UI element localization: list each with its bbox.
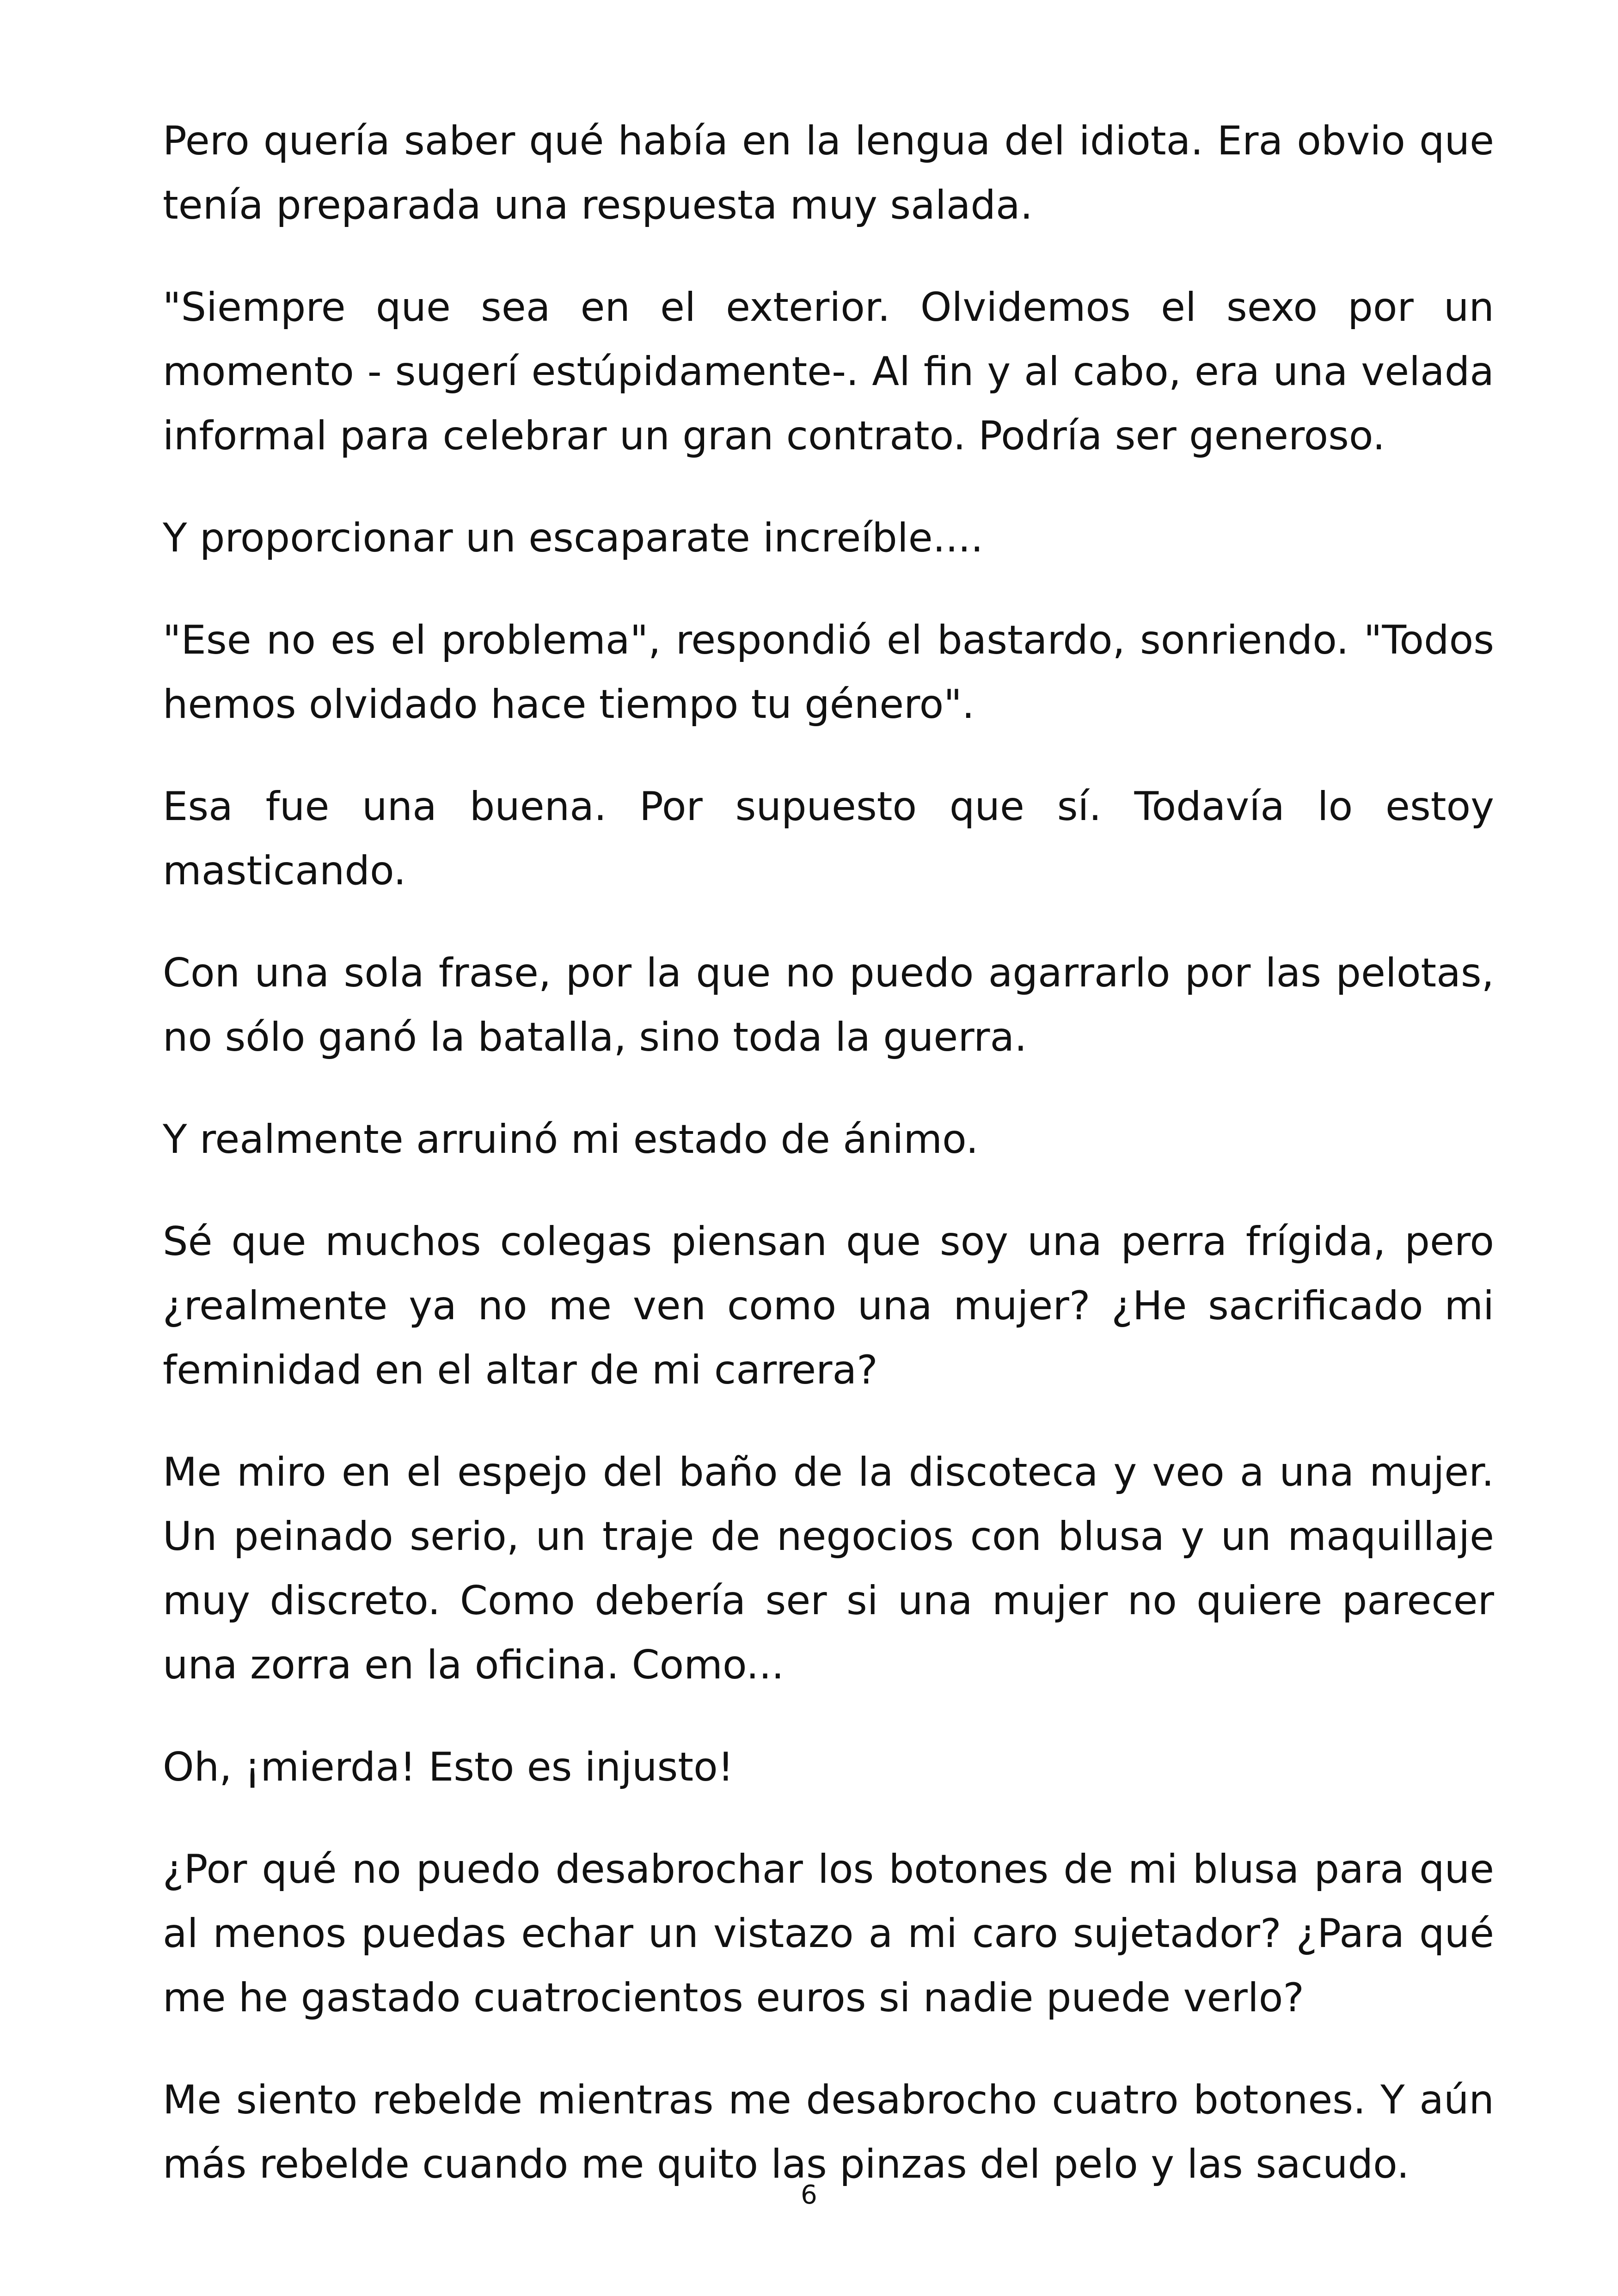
page-number: 6	[801, 2180, 817, 2210]
paragraph: "Ese no es el problema", respondió el bastardo, sonriendo. "Todos hemos olvidado hace tiempo tu género".	[163, 617, 1494, 728]
paragraph: ¿Por qué no puedo desabrochar los botones de mi blusa para que al menos puedas echar un vistazo a mi caro sujetador? ¿Para qué me he gastado cuatrocientos euros si nadie puede verlo?	[163, 1846, 1494, 2021]
paragraph: "Siempre que sea en el exterior. Olvidemos el sexo por un momento - sugerí estúpidamente-. Al fin y al cabo, era una velada informal para celebrar un gran contrato. Podría ser generoso.	[163, 284, 1494, 459]
paragraph: Y proporcionar un escaparate increíble....	[163, 515, 983, 561]
paragraph: Sé que muchos colegas piensan que soy una perra frígida, pero ¿realmente ya no me ven como una mujer? ¿He sacrificado mi feminidad en el altar de mi carrera?	[163, 1218, 1494, 1393]
paragraph: Esa fue una buena. Por supuesto que sí. Todavía lo estoy masticando.	[163, 784, 1494, 894]
paragraph: Me siento rebelde mientras me desabrocho cuatro botones. Y aún más rebelde cuando me quito las pinzas del pelo y las sacudo.	[163, 2077, 1494, 2187]
paragraph: Pero quería saber qué había en la lengua del idiota. Era obvio que tenía preparada una respuesta muy salada.	[163, 118, 1494, 228]
paragraph: Me miro en el espejo del baño de la discoteca y veo a una mujer. Un peinado serio, un traje de negocios con blusa y un maquillaje muy discreto. Como debería ser si una mujer no quiere parecer una zorra en la oficina. Como...	[163, 1449, 1494, 1688]
paragraph: Oh, ¡mierda! Esto es injusto!	[163, 1744, 734, 1790]
paragraph: Y realmente arruinó mi estado de ánimo.	[163, 1116, 979, 1163]
paragraph: Con una sola frase, por la que no puedo agarrarlo por las pelotas, no sólo ganó la batalla, sino toda la guerra.	[163, 950, 1494, 1060]
body-text	[163, 109, 1494, 2235]
